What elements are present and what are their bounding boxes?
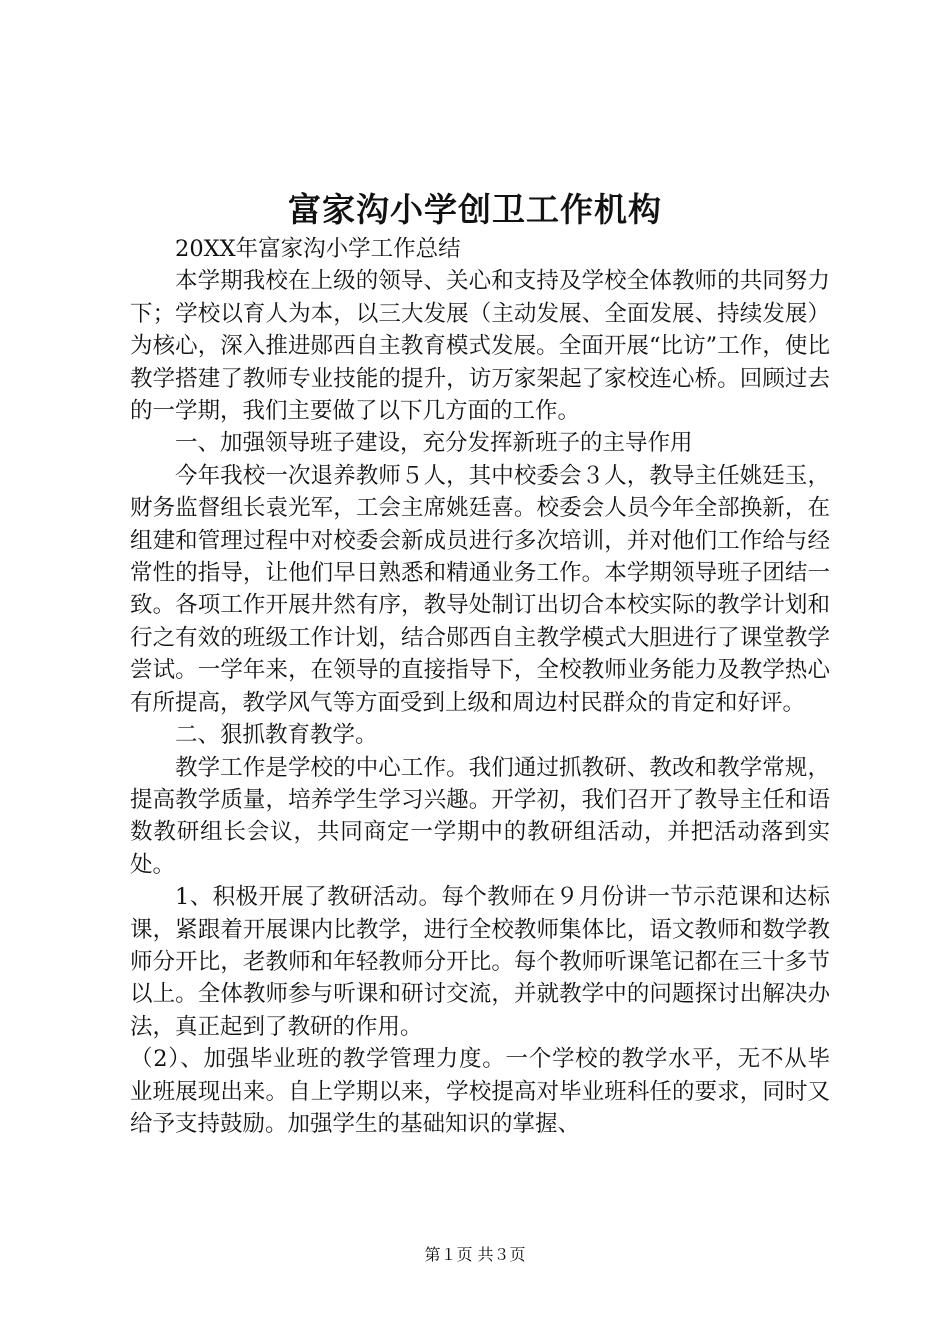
page-number-footer: 第１页 共３页 bbox=[424, 1245, 526, 1264]
paragraph-teaching: 教学工作是学校的中心工作。我们通过抓教研、教改和教学常规，提高教学质量，培养学生学习兴趣。开学初，我们召开了教导主任和语数教研组长会议，共同商定一学期中的教研组活动，并把活动落到实处。 bbox=[130, 754, 830, 878]
section-heading-1: 一、加强领导班子建设，充分发挥新班子的主导作用 bbox=[175, 430, 693, 457]
paragraph-intro: 本学期我校在上级的领导、关心和支持及学校全体教师的共同努力下；学校以育人为本，以三大发展（主动发展、全面发展、持续发展）为核心，深入推进郧西自主教育模式发展。全面开展“比访”工作，使比教学搭建了教师专业技能的提升，访万家架起了家校连心桥。回顾过去的一学期，我们主要做了以下几方面的工作。 bbox=[130, 268, 830, 425]
paragraph-subtitle: 20XX年富家沟小学工作总结 bbox=[175, 236, 461, 262]
section-heading-2: 二、狠抓教育教学。 bbox=[175, 722, 378, 749]
paragraph-graduating-class: （2）、加强毕业班的教学管理力度。一个学校的教学水平，无不从毕业班展现出来。自上学期以来，学校提高对毕业班科任的要求，同时又给予支持鼓励。加强学生的基础知识的掌握、 bbox=[130, 1046, 830, 1137]
paragraph-leadership: 今年我校一次退养教师５人，其中校委会３人，教导主任姚廷玉，财务监督组长袁光军，工会主席姚廷喜。校委会人员今年全部换新，在组建和管理过程中对校委会新成员进行多次培训，并对他们工作给与经常性的指导，让他们早日熟悉和精通业务工作。本学期领导班子团结一致。各项工作开展井然有序，教导处制订出切合本校实际的教学计划和行之有效的班级工作计划，结合郧西自主教学模式大胆进行了课堂教学尝试。一学年来，在领导的直接指导下，全校教师业务能力及教学热心有所提高，教学风气等方面受到上级和周边村民群众的肯定和好评。 bbox=[130, 462, 830, 716]
document-body bbox=[130, 233, 830, 1140]
document-title: 富家沟小学创卫工作机构 bbox=[288, 190, 662, 229]
paragraph-research: 1、积极开展了教研活动。每个教师在９月份讲一节示范课和达标课，紧跟着开展课内比教学，进行全校教师集体比，语文教师和数学教师分开比，老教师和年轻教师分开比。每个教师听课笔记都在三十多节以上。全体教师参与听课和研讨交流，并就教学中的问题探讨出解决办法，真正起到了教研的作用。 bbox=[130, 884, 830, 1040]
